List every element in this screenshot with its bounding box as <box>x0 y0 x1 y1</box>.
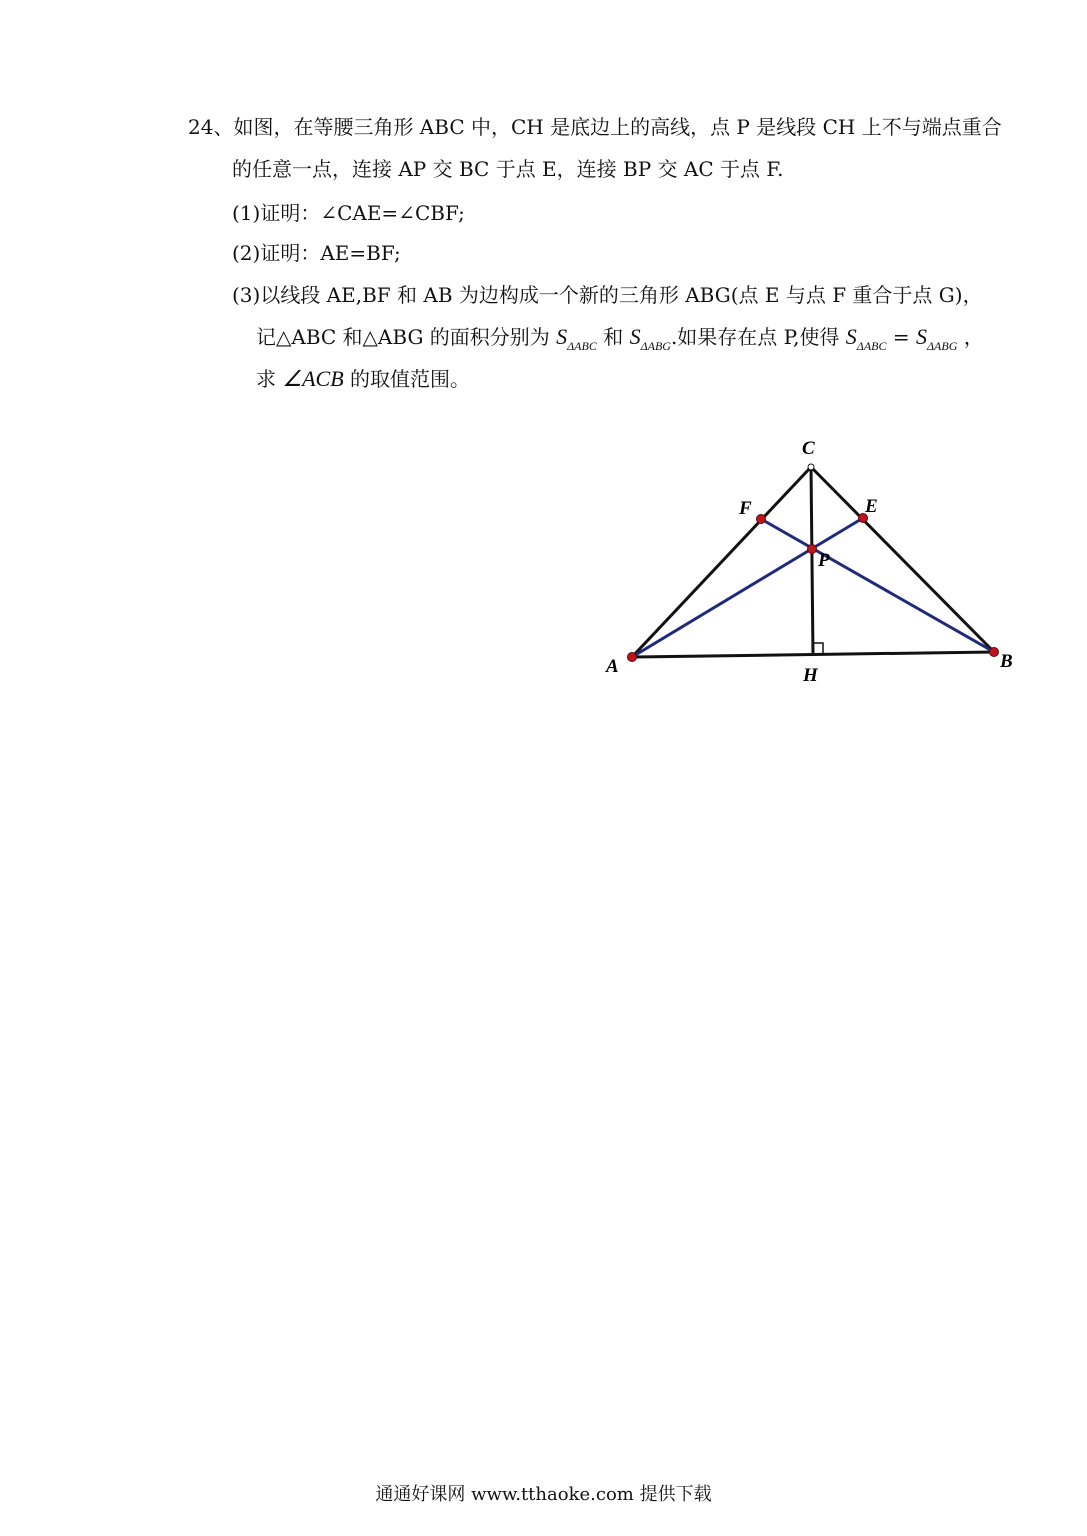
area-subscript-abc: ΔABC <box>567 339 597 353</box>
part-2: (2)证明：AE=BF; <box>232 241 401 265</box>
label-f: F <box>739 498 752 519</box>
part-3-line-1: (3)以线段 AE,BF 和 AB 为边构成一个新的三角形 ABG(点 E 与点 F 重合于点 G)， <box>232 283 983 307</box>
equals-sign: = <box>892 325 910 349</box>
side-ac <box>632 467 811 657</box>
part-3-line-2-middle: .如果存在点 P,使得 <box>670 325 840 349</box>
area-symbol-abc: S <box>556 324 568 349</box>
part-3-line-2-prefix: 记△ABC 和△ABG 的面积分别为 <box>256 325 550 349</box>
cevian-bf <box>761 519 994 652</box>
label-p: P <box>818 550 830 571</box>
part-3-line-3-prefix: 求 <box>256 367 276 391</box>
triangle-figure <box>590 430 1050 700</box>
area-symbol-abg-eq-right: S <box>916 324 927 349</box>
problem-statement-line-1: 24、如图，在等腰三角形 ABC 中，CH 是底边上的高线，点 P 是线段 CH 上不与端点重合 <box>188 115 1002 139</box>
label-e: E <box>865 496 878 517</box>
point-a <box>628 653 637 662</box>
footer-source: 通通好课网 www.tthaoke.com 提供下载 <box>375 1484 712 1505</box>
problem-statement-line-2: 的任意一点，连接 AP 交 BC 于点 E，连接 BP 交 AC 于点 F. <box>232 157 784 181</box>
label-c: C <box>802 438 815 459</box>
area-subscript-abc-eq-left: ΔABC <box>856 339 887 353</box>
part-3-line-3 <box>256 366 470 392</box>
cevian-ae <box>632 518 863 657</box>
point-f <box>757 515 766 524</box>
area-subscript-abg: ΔABG <box>640 339 671 353</box>
angle-acb: ∠ACB <box>282 366 344 391</box>
label-h: H <box>803 665 818 686</box>
altitude-ch <box>811 467 813 655</box>
and-word: 和 <box>603 325 624 349</box>
point-b <box>990 648 999 657</box>
part-3-line-3-suffix: 的取值范围。 <box>350 367 470 391</box>
area-symbol-abg: S <box>629 324 641 349</box>
side-bc <box>811 467 994 652</box>
point-p <box>808 545 817 554</box>
label-b: B <box>1000 651 1013 672</box>
part-1: (1)证明：∠CAE=∠CBF; <box>232 201 465 225</box>
area-symbol-abc-eq-left: S <box>845 324 857 349</box>
label-a: A <box>606 656 619 677</box>
area-subscript-abg-eq-right: ΔABG <box>927 339 958 353</box>
part-3-line-2-suffix: ， <box>963 325 984 349</box>
point-c <box>808 464 814 470</box>
part-3-line-2 <box>256 324 984 359</box>
